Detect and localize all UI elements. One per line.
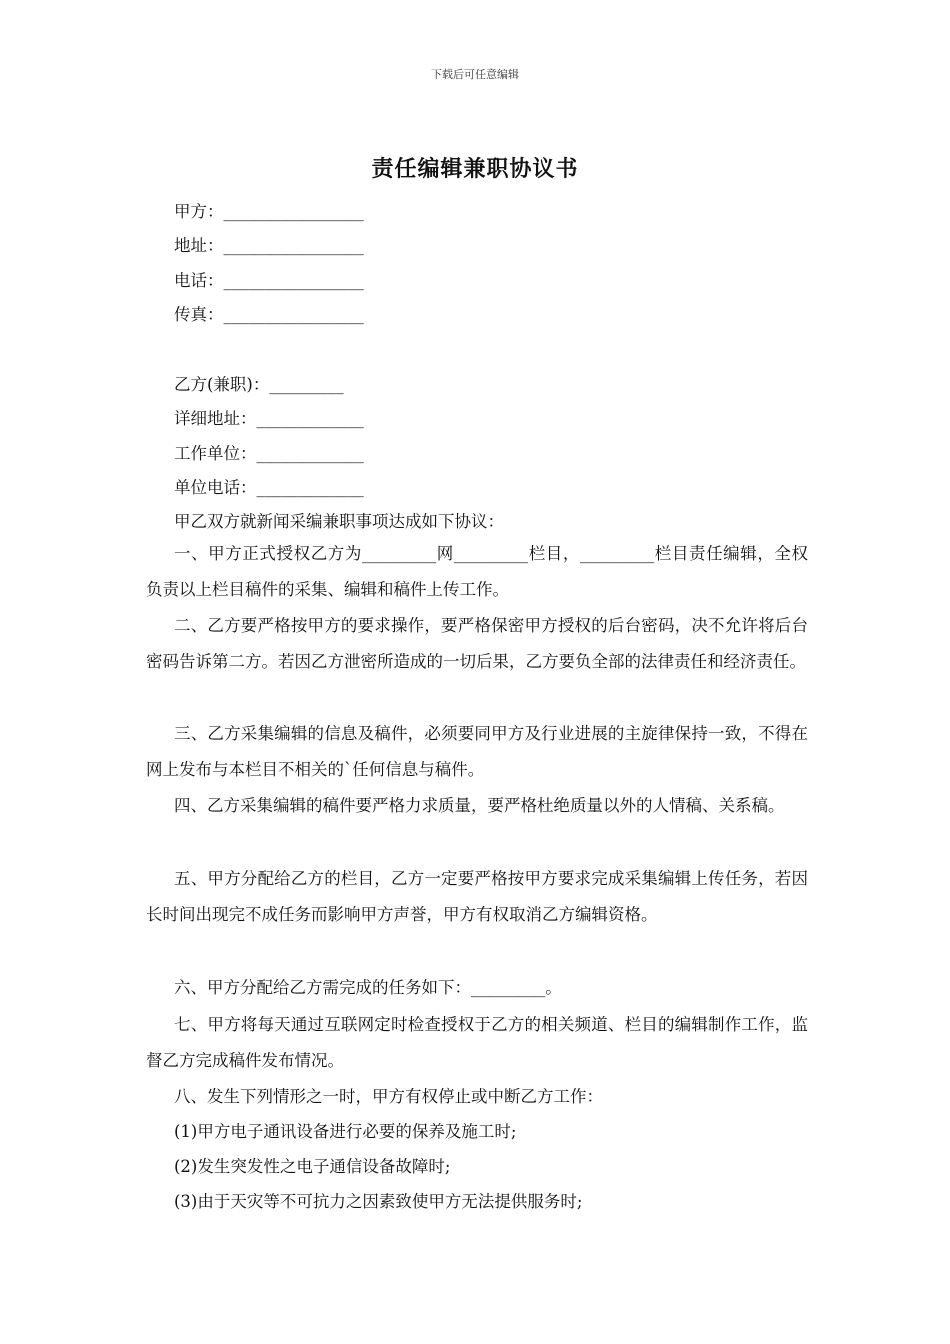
clause-1: 一、甲方正式授权乙方为_________网_________栏目，_________栏目责任编辑，全权负责以上栏目稿件的采集、编辑和稿件上传工作。	[146, 544, 808, 599]
clause-3: 三、乙方采集编辑的信息及稿件，必须要同甲方及行业进展的主旋律保持一致，不得在网上发布与本栏目不相关的`任何信息与稿件。	[146, 724, 808, 779]
party-b-address-field: 详细地址：_____________	[174, 409, 364, 428]
clause-4: 四、乙方采集编辑的稿件要严格力求质量，要严格杜绝质量以外的人情稿、关系稿。	[174, 796, 785, 815]
document-title: 责任编辑兼职协议书	[371, 156, 579, 182]
condition-1: (1)甲方电子通讯设备进行必要的保养及施工时;	[174, 1122, 517, 1141]
clause-2: 二、乙方要严格按甲方的要求操作，要严格保密甲方授权的后台密码，决不允许将后台密码告诉第二方。若因乙方泄密所造成的一切后果，乙方要负全部的法律责任和经济责任。	[146, 616, 808, 671]
condition-3: (3)由于天灾等不可抗力之因素致使甲方无法提供服务时;	[174, 1192, 583, 1211]
condition-2: (2)发生突发性之电子通信设备故障时;	[174, 1157, 451, 1176]
clause-5: 五、甲方分配给乙方的栏目，乙方一定要严格按甲方要求完成采集编辑上传任务，若因长时间出现完不成任务而影响甲方声誉，甲方有权取消乙方编辑资格。	[146, 869, 808, 924]
clause-7: 七、甲方将每天通过互联网定时检查授权于乙方的相关频道、栏目的编辑制作工作，监督乙方完成稿件发布情况。	[146, 1015, 808, 1070]
party-a-name-field: 甲方：_________________	[174, 202, 364, 221]
party-b-employer-phone-field: 单位电话：_____________	[174, 478, 364, 497]
header-note: 下载后可任意编辑	[431, 68, 519, 81]
party-a-address-field: 地址：_________________	[174, 236, 364, 255]
clause-8: 八、发生下列情形之一时，甲方有权停止或中断乙方工作：	[174, 1087, 603, 1106]
party-a-fax-field: 传真：_________________	[174, 305, 364, 324]
clause-6: 六、甲方分配给乙方需完成的任务如下：_________。	[174, 978, 562, 997]
party-b-employer-field: 工作单位：_____________	[174, 444, 364, 463]
party-b-name-field: 乙方(兼职)：_________	[174, 375, 344, 394]
agreement-intro: 甲乙双方就新闻采编兼职事项达成如下协议：	[174, 512, 504, 531]
party-a-phone-field: 电话：_________________	[174, 271, 364, 290]
